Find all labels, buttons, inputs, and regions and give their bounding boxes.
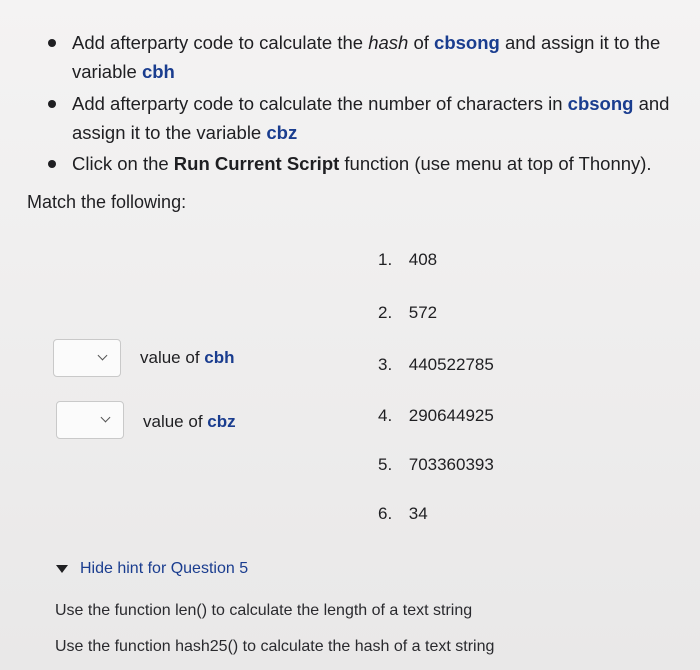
instruction-fragment: and assign it to the variable [72,93,670,143]
option-number: 4. [378,406,393,425]
option-value: 290644925 [408,406,494,425]
option-number: 3. [378,355,393,374]
instruction-list [38,28,678,178]
instruction-fragment: of [408,32,435,53]
hint-line-1: Use the function len() to calculate the length of a text string [55,602,473,619]
label-prefix: value of [140,348,205,367]
instruction-fragment: Click on the [72,153,174,174]
instruction-text-3 [72,153,652,174]
match-option [378,355,494,375]
instruction-fragment: Add afterparty code to calculate the number of characters in [72,93,568,114]
label-variable: cbh [204,348,235,367]
triangle-down-icon [56,565,68,573]
match-option [378,406,494,426]
chevron-down-icon [101,413,111,423]
cbh-answer-select[interactable] [53,339,121,377]
instruction-text-1 [72,32,660,82]
option-value: 408 [408,250,438,269]
emphasis-text: hash [368,32,409,53]
option-value: 703360393 [408,455,494,474]
emphasis-text: cbh [141,61,175,82]
label-variable: cbz [207,412,236,431]
option-value: 572 [408,303,438,322]
bullet-icon [48,160,56,168]
match-option [378,455,494,475]
label-prefix: value of [143,412,208,431]
instruction-item-2 [38,89,678,147]
hint-toggle[interactable] [56,560,248,578]
match-option [378,504,428,524]
instruction-fragment: function (use menu at top of Thonny). [339,153,652,174]
bullet-icon [48,39,56,47]
option-number: 1. [378,250,393,269]
cbz-match-label [143,412,236,432]
match-option [378,250,437,270]
cbz-answer-select[interactable] [56,401,124,439]
instruction-fragment: Add afterparty code to calculate the [72,32,369,53]
chevron-down-icon [98,351,108,361]
hint-line-2: Use the function hash25() to calculate the hash of a text string [55,638,495,655]
option-number: 2. [378,303,393,322]
emphasis-text: cbsong [567,93,634,114]
hint-toggle-label: Hide hint for Question 5 [80,560,249,577]
option-value: 34 [408,504,428,523]
emphasis-text: cbz [266,122,298,143]
instruction-item-1 [38,28,678,86]
option-value: 440522785 [408,355,494,374]
option-number: 6. [378,504,393,523]
cbh-match-label [140,348,235,368]
instruction-text-2 [72,93,669,143]
option-number: 5. [378,455,393,474]
instruction-item-3 [38,149,678,178]
instruction-fragment: and assign it to the variable [72,32,661,82]
emphasis-text: Run Current Script [173,153,340,174]
match-title: Match the following: [27,192,187,212]
match-option [378,303,437,323]
bullet-icon [48,100,56,108]
emphasis-text: cbsong [434,32,500,53]
